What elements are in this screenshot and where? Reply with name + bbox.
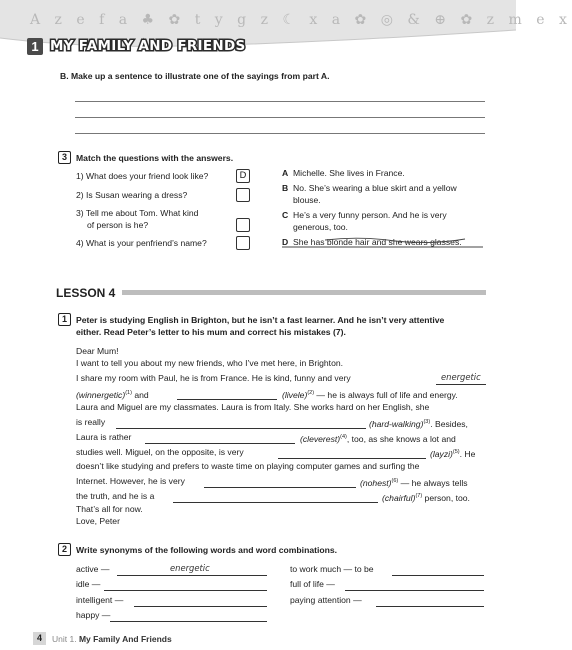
- match-answer-box-2[interactable]: [236, 188, 250, 202]
- blank-5-line[interactable]: [278, 458, 426, 459]
- match-answer-box-4[interactable]: [236, 236, 250, 250]
- blank-4-line[interactable]: [145, 443, 295, 444]
- letter-line-5-end: [369, 417, 468, 430]
- synonym-blank-paying-attention[interactable]: [376, 606, 484, 607]
- exercise-3-number: 3: [58, 151, 71, 164]
- answer-b-text: No. She’s wearing a blue skirt and a yellow: [293, 183, 457, 193]
- unit-title: MY FAMILY AND FRIENDS: [50, 38, 246, 54]
- lesson-title: LESSON 4: [56, 286, 116, 300]
- letter-signature: Love, Peter: [76, 516, 120, 526]
- letter-line-6-start: Laura is rather: [76, 432, 132, 442]
- mistake-4: (cleverest): [300, 433, 341, 444]
- letter-line-9-rest: — he always tells: [398, 477, 468, 488]
- answer-b-text-cont: blouse.: [293, 195, 321, 205]
- synonym-blank-work-much[interactable]: [392, 575, 484, 576]
- mistake-3-number: (3): [423, 419, 431, 425]
- synonym-label-active: active —: [76, 564, 110, 574]
- letter-line-11: That’s all for now.: [76, 504, 143, 514]
- letter-line-9-start: Internet. However, he is very: [76, 476, 185, 486]
- letter-greeting: Dear Mum!: [76, 346, 119, 356]
- synonym-label-happy: happy —: [76, 610, 111, 620]
- letter-line-4: Laura and Miguel are my classmates. Laura is from Italy. She works hard on her English, she: [76, 402, 430, 412]
- blank-7-line[interactable]: [173, 502, 378, 503]
- answer-letter-d: D: [282, 237, 289, 247]
- answer-line-2: [75, 117, 485, 118]
- match-answer-box-1[interactable]: D: [236, 169, 250, 183]
- synonym-blank-full-of-life[interactable]: [345, 590, 484, 591]
- mistake-5: (layzi): [430, 448, 453, 459]
- synonym-blank-idle[interactable]: [104, 590, 267, 591]
- lesson-title-bar: [122, 290, 486, 295]
- answer-d-underline-scribble: [280, 233, 485, 251]
- letter-line-1: I want to tell you about my new friends, who I’ve met here, in Brighton.: [76, 358, 344, 368]
- synonym-label-work-much: to work much — to be: [290, 564, 374, 574]
- mistake-7: (chairful): [382, 492, 416, 503]
- letter-line-3: [76, 388, 149, 401]
- exercise-3-instruction: Match the questions with the answers.: [76, 153, 234, 163]
- answer-d-text: She has blonde hair and she wears glasses.: [293, 237, 462, 247]
- letter-line-6-end: [300, 432, 456, 445]
- exercise-1-instruction: Peter is studying English in Brighton, but he isn’t a fast learner. And he isn’t very attentive: [76, 315, 445, 325]
- letter-line-7-start: studies well. Miguel, on the opposite, is very: [76, 447, 244, 457]
- synonym-blank-intelligent[interactable]: [134, 606, 267, 607]
- letter-line-6-rest: , too, as she knows a lot and: [346, 433, 456, 444]
- synonym-label-paying-attention: paying attention —: [290, 595, 362, 605]
- answer-c-text: He’s a very funny person. And he is very: [293, 210, 447, 220]
- blank-2-line[interactable]: [177, 399, 277, 400]
- exercise-2-number: 2: [58, 543, 71, 556]
- answer-line-3: [75, 133, 485, 134]
- footer-unit: [52, 634, 172, 644]
- synonym-label-intelligent: intelligent —: [76, 595, 124, 605]
- mistake-2-number: (2): [307, 390, 315, 396]
- answer-letter-c: C: [282, 210, 289, 220]
- exercise-1-instruction-cont: either. Read Peter’s letter to his mum and correct his mistakes (7).: [76, 327, 346, 337]
- mistake-2: (livele): [282, 389, 308, 400]
- unit-number: 1: [31, 39, 39, 54]
- letter-line-10-rest: person, too.: [422, 492, 470, 503]
- mistake-1: (winnergetic): [76, 389, 126, 400]
- blank-1-line: [436, 384, 486, 385]
- mistake-4-number: (4): [340, 434, 347, 440]
- letter-line-3-rest: — he is always full of life and energy.: [314, 389, 458, 400]
- letter-line-9-end: [360, 476, 468, 489]
- letter-line-3-end: [282, 388, 458, 401]
- mistake-6: (nohest): [360, 477, 392, 488]
- answer-letter-b: B: [282, 183, 289, 193]
- mistake-6-number: (6): [391, 478, 399, 484]
- match-question-3: 3) Tell me about Tom. What kind: [76, 208, 199, 218]
- match-question-2: 2) Is Susan wearing a dress?: [76, 190, 188, 200]
- letter-line-7-end: [430, 447, 475, 460]
- unit-header: [0, 0, 572, 60]
- mistake-3: (hard-walking): [369, 418, 424, 429]
- footer-unit-label: Unit 1.: [52, 634, 77, 644]
- page-number: 4: [33, 632, 46, 645]
- letter-line-2: I share my room with Paul, he is from France. He is kind, funny and very: [76, 373, 351, 383]
- synonym-label-idle: idle —: [76, 579, 101, 589]
- letter-line-3-and: and: [131, 389, 149, 400]
- exercise-2-instruction: Write synonyms of the following words and word combinations.: [76, 545, 338, 555]
- answer-line-1: [75, 101, 485, 102]
- letter-line-8: doesn’t like studying and prefers to waste time on playing computer games and surfing the: [76, 461, 420, 471]
- blank-6-line[interactable]: [204, 487, 356, 488]
- mistake-7-number: (7): [415, 493, 423, 499]
- synonym-label-full-of-life: full of life —: [290, 579, 335, 589]
- synonym-answer-active: energetic: [170, 563, 210, 573]
- letter-line-5-start: is really: [76, 417, 106, 427]
- part-b-instruction: B. Make up a sentence to illustrate one of the sayings from part A.: [60, 71, 330, 81]
- letter-line-5-rest: . Besides,: [430, 418, 468, 429]
- letter-line-7-rest: . He: [459, 448, 476, 459]
- match-question-3-cont: of person is he?: [87, 220, 149, 230]
- answer-a-text: Michelle. She lives in France.: [293, 168, 405, 178]
- synonym-blank-happy[interactable]: [110, 621, 267, 622]
- match-question-4: 4) What is your penfriend’s name?: [76, 238, 207, 248]
- blank-3-line[interactable]: [116, 428, 366, 429]
- header-decor-letters: A z e f a ♣ ✿ t y g z ☾ x a ✿ ◎ & ⊕ ✿ z m e x: [30, 12, 572, 28]
- synonym-blank-active[interactable]: [117, 575, 267, 576]
- answer-c-text-cont: generous, too.: [293, 222, 348, 232]
- mistake-1-number: (1): [125, 390, 132, 396]
- exercise-1-number: 1: [58, 313, 71, 326]
- unit-number-badge: [27, 38, 43, 55]
- mistake-5-number: (5): [452, 449, 460, 455]
- footer-unit-name: My Family And Friends: [78, 634, 172, 644]
- letter-line-10-start: the truth, and he is a: [76, 491, 155, 501]
- letter-answer-1: energetic: [441, 372, 481, 382]
- match-question-1: 1) What does your friend look like?: [76, 171, 209, 181]
- letter-line-10-end: [382, 491, 470, 504]
- match-answer-box-3[interactable]: [236, 218, 250, 232]
- answer-letter-a: A: [282, 168, 289, 178]
